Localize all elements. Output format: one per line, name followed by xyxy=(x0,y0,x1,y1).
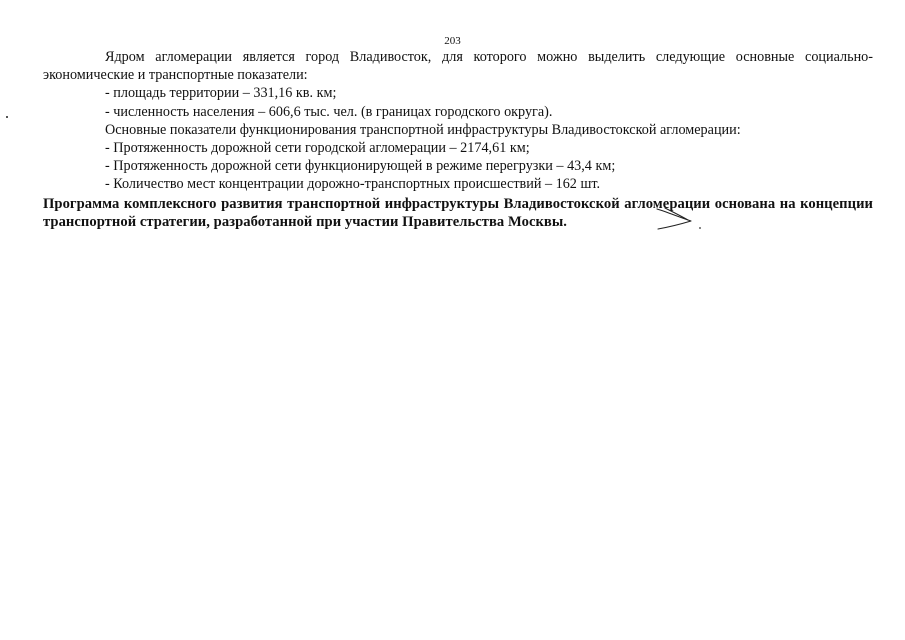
list-item-congested-roads: - Протяженность дорожной сети функционирующей в режиме перегрузки – 43,4 км; xyxy=(105,158,616,175)
intro-paragraph: Ядром агломерации является город Владивосток, для которого можно выделить следующие основные социально-экономические и транспортные показатели: xyxy=(43,49,873,84)
list-item-area: - площадь территории – 331,16 кв. км; xyxy=(105,85,337,102)
transport-heading: Основные показатели функционирования транспортной инфраструктуры Владивостокской агломерации: xyxy=(105,121,741,138)
handwritten-mark xyxy=(655,205,703,233)
conclusion-paragraph: Программа комплексного развития транспортной инфраструктуры Владивостокской агломерации основана на концепции транспортной стратегии, разработанной при участии Правительства Москвы. xyxy=(43,195,873,230)
list-item-accident-spots: - Количество мест концентрации дорожно-транспортных происшествий – 162 шт. xyxy=(105,176,601,193)
page-number: 203 xyxy=(444,35,461,47)
document-body xyxy=(43,48,873,231)
list-item-population: - численность населения – 606,6 тыс. чел. (в границах городского округа). xyxy=(105,103,553,120)
list-item-road-network: - Протяженность дорожной сети городской агломерации – 2174,61 км; xyxy=(105,140,530,157)
scan-speck xyxy=(6,116,8,118)
